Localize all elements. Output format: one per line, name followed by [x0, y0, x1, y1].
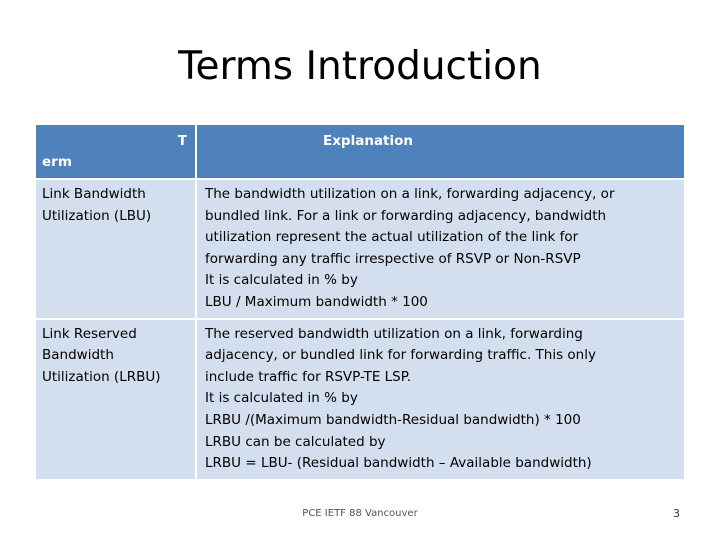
explanation-line: bundled link. For a link or forwarding adjacency, bandwidth [205, 207, 607, 224]
header-term-part2: erm [42, 154, 72, 170]
table-row [36, 179, 684, 319]
explanation-line: LRBU = LBU- (Residual bandwidth – Available bandwidth) [205, 455, 592, 472]
explanation-cell [196, 319, 684, 480]
explanation-line: It is calculated in % by [205, 272, 358, 289]
term-line: Link Reserved [42, 325, 137, 342]
explanation-line: utilization represent the actual utilization of the link for [205, 229, 579, 246]
terms-table [36, 125, 684, 481]
explanation-line: LBU / Maximum bandwidth * 100 [205, 293, 428, 310]
header-term [36, 125, 196, 179]
explanation-line: include traffic for RSVP-TE LSP. [205, 368, 412, 385]
term-cell [36, 179, 196, 319]
explanation-line: The bandwidth utilization on a link, forwarding adjacency, or [205, 186, 615, 202]
table-row [36, 319, 684, 480]
term-line: Utilization (LBU) [42, 207, 152, 224]
explanation-line: adjacency, or bundled link for forwarding traffic. This only [205, 347, 596, 364]
footer-text: PCE IETF 88 Vancouver [302, 508, 418, 519]
explanation-line: The reserved bandwidth utilization on a link, forwarding [205, 325, 583, 342]
explanation-line: LRBU /(Maximum bandwidth-Residual bandwidth) * 100 [205, 411, 581, 428]
header-explanation: Explanation [196, 125, 684, 179]
header-term-part1: T [177, 133, 187, 149]
explanation-line: LRBU can be calculated by [205, 433, 386, 450]
explanation-cell [196, 179, 684, 319]
explanation-line: forwarding any traffic irrespective of RSVP or Non-RSVP [205, 250, 581, 267]
explanation-line: It is calculated in % by [205, 390, 358, 407]
term-line: Utilization (LRBU) [42, 368, 161, 385]
term-cell [36, 319, 196, 480]
table-header-row [36, 125, 684, 179]
page-number: 3 [673, 507, 680, 520]
term-line: Link Bandwidth [42, 186, 146, 202]
term-line: Bandwidth [42, 347, 114, 364]
page-title: Terms Introduction [178, 44, 542, 89]
